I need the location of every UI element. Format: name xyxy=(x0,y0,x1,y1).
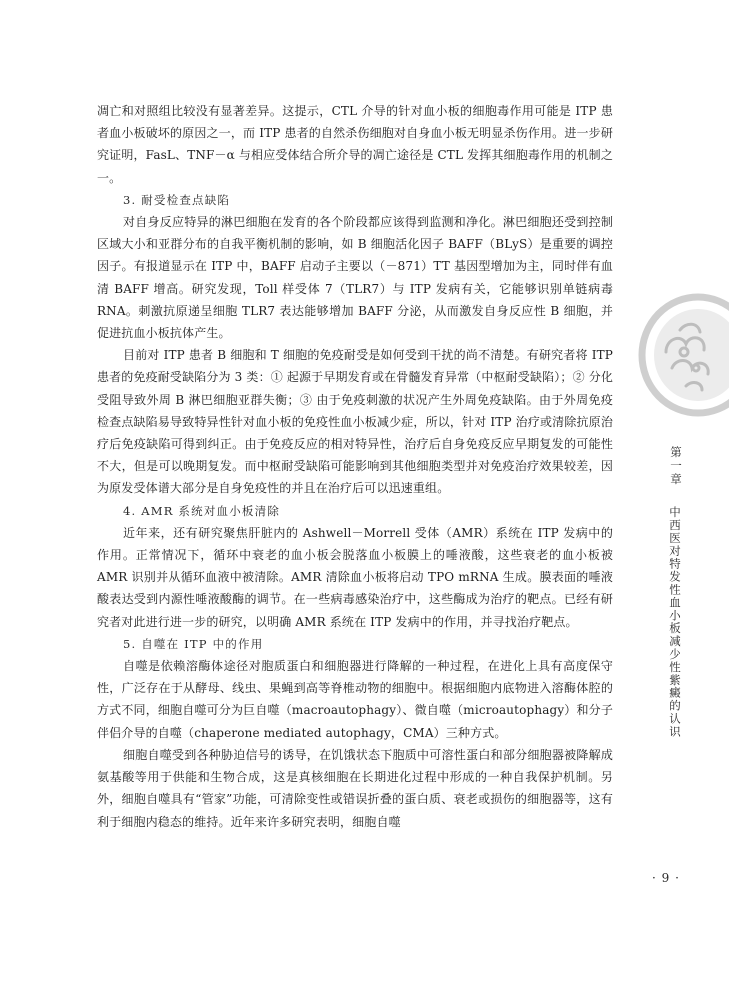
paragraph-tolerance-defects: 目前对 ITP 患者 B 细胞和 T 细胞的免疫耐受是如何受到干扰的尚不清楚。有研究者将 ITP 患者的免疫耐受缺陷分为 3 类：① 起源于早期发育或在骨髓发育异常（中枢耐受缺陷）；② 分化受阻导致外周 B 淋巴细胞亚群失衡；③ 由于免疫刺激的状况产生外周免疫缺陷。由于外周免疫检查点缺陷易导致特异性针对血小板的免疫性血小板减少症，所以，针对 ITP 治疗或清除抗原治疗后免疫缺陷可得到纠正。由于免疫反应的相对特异性，治疗后自身免疫反应早期复发的可能性不大，但是可以晚期复发。而中枢耐受缺陷可能影响到其他细胞类型并对免疫治疗效果较差，因为原发受体谱大部分是自身免疫性的并且在治疗后可以迅速重组。 xyxy=(97,348,613,496)
decorative-cloud-emblem-icon xyxy=(636,290,729,420)
section-heading-4: 4. AMR 系统对血小板清除 xyxy=(123,503,281,518)
paragraph-autophagy-2: 细胞自噬受到各种胁迫信号的诱导，在饥饿状态下胞质中可溶性蛋白和部分细胞器被降解成氨基酸等用于供能和生物合成，这是真核细胞在长期进化过程中形成的一种自我保护机制。另外，细胞自噬具有“管家”功能，可清除变性或错误折叠的蛋白质、衰老或损伤的细胞器等，这有利于细胞内稳态的维持。近年来许多研究表明，细胞自噬 xyxy=(97,747,613,829)
paragraph-cont: 凋亡和对照组比较没有显著差异。这提示，CTL 介导的针对血小板的细胞毒作用可能是 ITP 患者血小板破坏的原因之一，而 ITP 患者的自然杀伤细胞对自身血小板无明显杀伤作用。进一步研究证明，FasL、TNF－α 与相应受体结合所介导的凋亡途径是 CTL 发挥其细胞毒作用的机制之一。 xyxy=(97,104,613,185)
side-chapter-label: 第一章 xyxy=(669,446,683,487)
paragraph-tolerance: 对自身反应特异的淋巴细胞在发育的各个阶段都应该得到监测和净化。淋巴细胞还受到控制区域大小和亚群分布的自我平衡机制的影响，如 B 细胞活化因子 BAFF（BLyS）是重要的调控因子。有报道显示在 ITP 中，BAFF 启动子主要以（－871）TT 基因型增加为主，同时伴有血清 BAFF 增高。研究发现，Toll 样受体 7（TLR7）与 ITP 发病有关，它能够识别单链病毒 RNA。刺激抗原递呈细胞 TLR7 表达能够增加 BAFF 分泌，从而激发自身反应性 B 细胞，并促进抗血小板抗体产生。 xyxy=(97,215,613,341)
section-heading-3: 3. 耐受检查点缺陷 xyxy=(123,192,231,207)
side-chapter-title: 中西医对特发性血小板减少性紫癜的认识 xyxy=(668,506,682,739)
body-text xyxy=(97,100,613,833)
paragraph-autophagy: 自噬是依赖溶酶体途径对胞质蛋白和细胞器进行降解的一种过程，在进化上具有高度保守性，广泛存在于从酵母、线虫、果蝇到高等脊椎动物的细胞中。根据细胞内底物进入溶酶体腔的方式不同，细胞自噬可分为巨自噬（macroautophagy）、微自噬（microautophagy）和分子伴侣介导的自噬（chaperone mediated autophagy，CMA）三种方式。 xyxy=(97,659,613,740)
paragraph-amr: 近年来，还有研究聚焦肝脏内的 Ashwell－Morrell 受体（AMR）系统在 ITP 发病中的作用。正常情况下，循环中衰老的血小板会脱落血小板膜上的唾液酸，这些衰老的血小板被 AMR 识别并从循环血液中被清除。AMR 清除血小板将启动 TPO mRNA 生成。膜表面的唾液酸表达受到内源性唾液酸酶的调节。在一些病毒感染治疗中，这些酶成为治疗的靶点。已经有研究者对此进行进一步的研究，以明确 AMR 系统在 ITP 发病中的作用，并寻找治疗靶点。 xyxy=(97,525,613,629)
page-number: · 9 · xyxy=(652,871,680,885)
section-heading-5: 5. 自噬在 ITP 中的作用 xyxy=(123,636,264,651)
